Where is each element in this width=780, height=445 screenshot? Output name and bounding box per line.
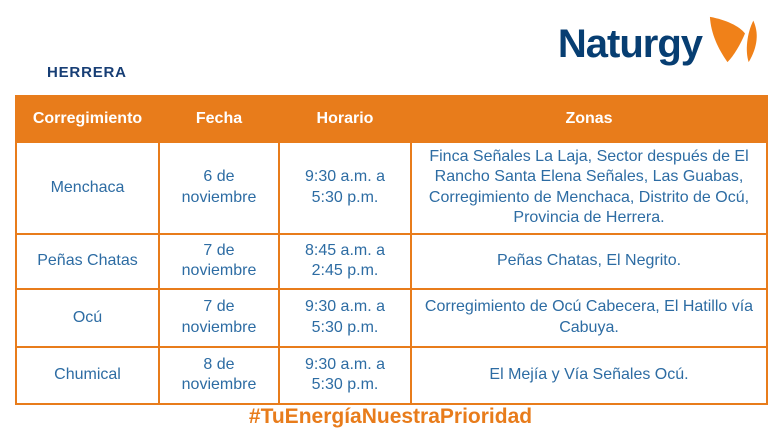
cell-horario: 9:30 a.m. a 5:30 p.m. bbox=[279, 142, 411, 234]
header-corregimiento: Corregimiento bbox=[16, 96, 159, 142]
cell-fecha: 7 de noviembre bbox=[159, 289, 279, 347]
cell-corregimiento: Ocú bbox=[16, 289, 159, 347]
cell-zonas: Peñas Chatas, El Negrito. bbox=[411, 234, 767, 289]
table-header-row bbox=[16, 96, 767, 142]
cell-horario: 8:45 a.m. a 2:45 p.m. bbox=[279, 234, 411, 289]
cell-horario: 9:30 a.m. a 5:30 p.m. bbox=[279, 347, 411, 404]
table-row bbox=[16, 234, 767, 289]
cell-zonas: El Mejía y Vía Señales Ocú. bbox=[411, 347, 767, 404]
cell-corregimiento: Peñas Chatas bbox=[16, 234, 159, 289]
header-fecha: Fecha bbox=[159, 96, 279, 142]
cell-zonas: Finca Señales La Laja, Sector después de El Rancho Santa Elena Señales, Las Guabas, Corregimiento de Menchaca, Distrito de Ocú, Provincia de Herrera. bbox=[411, 142, 767, 234]
outage-schedule-table bbox=[15, 95, 768, 405]
cell-fecha: 7 de noviembre bbox=[159, 234, 279, 289]
header-horario: Horario bbox=[279, 96, 411, 142]
table-row bbox=[16, 142, 767, 234]
naturgy-butterfly-icon bbox=[704, 16, 762, 64]
header-zonas: Zonas bbox=[411, 96, 767, 142]
cell-fecha: 6 de noviembre bbox=[159, 142, 279, 234]
cell-horario: 9:30 a.m. a 5:30 p.m. bbox=[279, 289, 411, 347]
campaign-hashtag: #TuEnergíaNuestraPrioridad bbox=[248, 405, 533, 428]
naturgy-logo bbox=[558, 22, 762, 66]
region-title: HERRERA bbox=[47, 64, 127, 81]
cell-fecha: 8 de noviembre bbox=[159, 347, 279, 404]
table-row bbox=[16, 347, 767, 404]
naturgy-logo-text: Naturgy bbox=[557, 22, 702, 66]
table-row bbox=[16, 289, 767, 347]
cell-zonas: Corregimiento de Ocú Cabecera, El Hatillo vía Cabuya. bbox=[411, 289, 767, 347]
cell-corregimiento: Menchaca bbox=[16, 142, 159, 234]
cell-corregimiento: Chumical bbox=[16, 347, 159, 404]
